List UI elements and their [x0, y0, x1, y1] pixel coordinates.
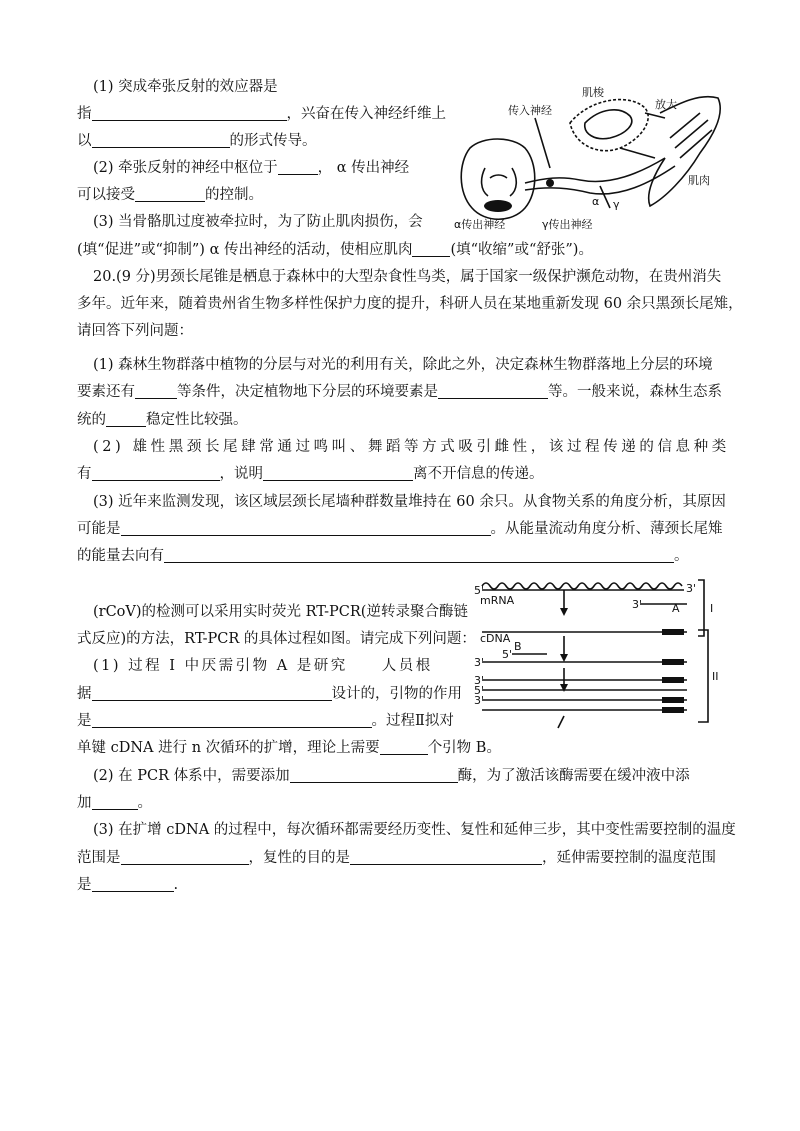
- answer-blank[interactable]: [263, 465, 413, 481]
- q20-3-line1: (3) 近年来监测发现，该区域层颈长尾墙种群数量堆持在 60 余只。从食物关系的角度分析，其原因: [93, 494, 726, 510]
- label-muscle-spindle: 肌梭: [582, 86, 604, 99]
- label-3prime-top: 3': [686, 582, 697, 595]
- answer-blank[interactable]: [106, 411, 146, 427]
- answer-blank[interactable]: [164, 547, 674, 563]
- answer-blank[interactable]: [290, 767, 458, 783]
- q21-1-line4: 单键 cDNA 进行 n 次循环的扩增，理论上需要 个引物 B。: [77, 740, 501, 756]
- q21-2-line1: (2) 在 PCR 体系中，需要添加 酶，为了激活该酶需要在缓冲液中添: [93, 768, 690, 784]
- q21-1-line3: 是 。过程Ⅱ拟对: [77, 713, 454, 729]
- answer-blank[interactable]: [92, 685, 332, 701]
- label-3prime-primer: 3': [632, 598, 643, 611]
- q21-3-line1: (3) 在扩增 cDNA 的过程中，每次循环都需要经历变性、复性和延伸三步，其中变性需要控制的温度: [93, 822, 736, 838]
- answer-blank[interactable]: [135, 383, 177, 399]
- q19-2-line1: (2) 牵张反射的神经中枢位于 ， α 传出神经: [93, 160, 410, 176]
- q19-2-line2: 可以接受 的控制。: [77, 187, 263, 203]
- label-5prime-mid: 5': [474, 684, 485, 697]
- q20-1-line3: 统的 稳定性比较强。: [77, 412, 248, 428]
- answer-blank[interactable]: [380, 739, 428, 755]
- q20-intro-line1: 20.(9 分)男颈长尾锥是栖息于森林中的大型杂食性鸟类，属于国家一级保护濒危动物，在贵州消失: [93, 269, 722, 285]
- label-alpha: α: [592, 195, 600, 208]
- label-primer-a: A: [672, 602, 680, 615]
- answer-blank[interactable]: [92, 132, 230, 148]
- answer-blank[interactable]: [121, 520, 491, 536]
- stretch-reflex-figure: [450, 78, 730, 233]
- answer-blank[interactable]: [92, 465, 220, 481]
- label-muscle: 肌肉: [688, 174, 710, 187]
- q19-1-line2: 指 ，兴奋在传入神经纤维上: [77, 106, 446, 122]
- label-5prime-top: 5': [474, 584, 485, 597]
- label-process-2: II: [712, 670, 719, 683]
- q20-1-line2: 要素还有 等条件，决定植物地下分层的环境要素是 等。一般来说，森林生态系: [77, 384, 722, 400]
- q21-intro-line1: (rCoV)的检测可以采用实时荧光 RT-PCR(逆转录聚合酶链: [93, 604, 468, 620]
- q21-1-line2: 据 设计的，引物的作用: [77, 686, 462, 702]
- answer-blank[interactable]: [438, 383, 548, 399]
- label-gamma: γ: [613, 198, 620, 211]
- answer-blank[interactable]: [92, 876, 174, 892]
- label-5prime-b: 5': [502, 648, 513, 661]
- answer-blank[interactable]: [92, 794, 138, 810]
- q19-3-line1: (3) 当骨骼肌过度被牵拉时，为了防止肌肉损伤，会: [93, 214, 423, 230]
- q19-1-line1: (1) 突成牵张反射的效应器是: [93, 79, 278, 95]
- q20-1-line1: (1) 森林生物群落中植物的分层与对光的利用有关，除此之外，决定森林生物群落地上分层的环境: [93, 357, 713, 373]
- answer-blank[interactable]: [92, 105, 287, 121]
- answer-blank[interactable]: [412, 241, 450, 257]
- q21-3-line3: 是 .: [77, 877, 179, 893]
- q20-intro-line2: 多年。近年来，随着贵州省生物多样性保护力度的提升，科研人员在某地重新发现 60 余只黑颈长尾雉，: [77, 296, 743, 312]
- answer-blank[interactable]: [350, 849, 542, 865]
- label-process-1: I: [710, 602, 714, 615]
- label-3prime-bottom: 3': [474, 694, 485, 707]
- answer-blank[interactable]: [92, 712, 372, 728]
- label-alpha-efferent: α传出神经: [454, 218, 506, 231]
- q20-2-line1: (2) 雄性黑颈长尾肆常通过鸣叫、舞蹈等方式吸引雌性，该过程传递的信息种类: [93, 439, 730, 455]
- q20-2-line2: 有 ，说明 离不开信息的传递。: [77, 466, 544, 482]
- label-enlarge: 放大: [655, 98, 677, 111]
- label-cdna: cDNA: [480, 632, 511, 645]
- label-3prime-mid2: 3': [474, 674, 485, 687]
- q21-3-line2: 范围是 ，复性的目的是 ，延伸需要控制的温度范围: [77, 850, 716, 866]
- q20-3-line2: 可能是 。从能量流动角度分析、薄颈长尾雉: [77, 521, 723, 537]
- q19-1-line3: 以 的形式传导。: [77, 133, 317, 149]
- answer-blank[interactable]: [135, 186, 205, 202]
- label-primer-b: B: [514, 640, 522, 653]
- label-mrna: mRNA: [480, 594, 515, 607]
- label-gamma-efferent: γ传出神经: [542, 218, 593, 231]
- q21-1-line1: (1) 过程 I 中厌需引物 A 是研究 人员根: [93, 658, 433, 674]
- answer-blank[interactable]: [121, 849, 249, 865]
- q20-3-line3: 的能量去向有 。: [77, 548, 689, 564]
- label-afferent-nerve: 传入神经: [508, 104, 552, 117]
- q19-3-line2: (填“促进”或“抑制”) α 传出神经的活动，使相应肌肉 (填“收缩”或“舒张”)。: [77, 242, 593, 258]
- label-3prime-mid1: 3': [474, 656, 485, 669]
- q21-2-line2: 加 。: [77, 795, 152, 811]
- rt-pcr-figure: [472, 576, 730, 736]
- q20-intro-line3: 请回答下列问题：: [77, 323, 193, 339]
- q21-intro-line2: 式反应)的方法，RT-PCR 的具体过程如图。请完成下列问题：: [77, 631, 476, 647]
- answer-blank[interactable]: [278, 159, 318, 175]
